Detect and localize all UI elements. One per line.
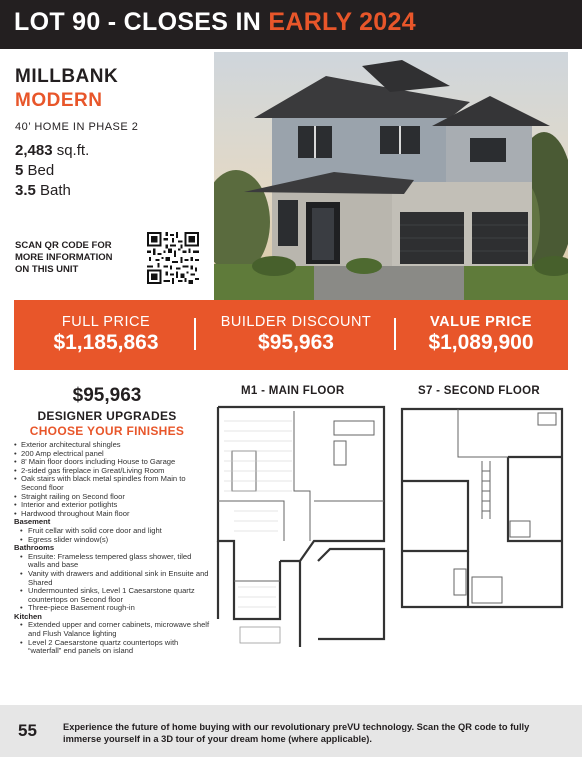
title-accent: EARLY 2024 — [268, 8, 416, 36]
upgrades-amount: $95,963 — [72, 385, 142, 406]
full-price — [14, 300, 198, 370]
qr-line-3: ON THIS UNIT — [15, 264, 79, 275]
main-floor-plan — [214, 401, 390, 647]
discount-value: $95,963 — [258, 331, 334, 354]
second-floor-title: S7 - SECOND FLOOR — [418, 385, 541, 397]
list-item: • Three-piece Basement rough-in — [14, 604, 210, 613]
discount-label: BUILDER DISCOUNT — [220, 314, 372, 330]
model-name: MILLBANK — [15, 66, 119, 87]
list-item: • 200 Amp electrical panel — [14, 450, 210, 459]
footer-bar — [0, 705, 582, 757]
spec-baths — [15, 182, 71, 199]
second-floor-plan — [398, 401, 566, 613]
builder-discount — [198, 300, 394, 370]
value-price-label: VALUE PRICE — [430, 314, 532, 330]
spec-beds — [15, 162, 54, 179]
house-rendering — [214, 52, 568, 300]
qr-line-2: MORE INFORMATION — [15, 252, 113, 263]
price-bar — [14, 300, 568, 370]
list-item: • Straight railing on Second floor — [14, 493, 210, 502]
header-bar — [0, 0, 582, 49]
upgrades-title: DESIGNER UPGRADES — [37, 409, 177, 423]
list-item: • Egress slider window(s) — [14, 536, 210, 545]
list-item: • Extended upper and corner cabinets, microwave shelf and Flush Valance lighting — [14, 621, 210, 638]
list-item: • Vanity with drawers and additional sink in Ensuite and Shared — [14, 570, 210, 587]
list-item: • Hardwood throughout Main floor — [14, 510, 210, 519]
list-item: • 8' Main floor doors including House to Garage — [14, 458, 210, 467]
qr-code-icon[interactable] — [147, 232, 199, 284]
footer-text: Experience the future of home buying with our revolutionary preVU technology. Scan the QR code to fully immerse yourself in a 3D tour of your dream home (where applicable). — [63, 722, 530, 744]
main-floor-title: M1 - MAIN FLOOR — [241, 385, 345, 397]
kitchen-heading: Kitchen — [14, 611, 42, 621]
baths-unit: Bath — [40, 182, 71, 199]
basement-heading: Basement — [14, 517, 51, 527]
qr-instructions — [15, 240, 140, 276]
title-prefix: LOT 90 - CLOSES IN — [14, 8, 262, 36]
price-divider — [194, 318, 196, 350]
features-list — [14, 441, 210, 656]
full-price-value: $1,185,863 — [53, 331, 159, 354]
list-item: • Ensuite: Frameless tempered glass shower, tiled walls and base — [14, 553, 210, 570]
page-number: 55 — [18, 721, 37, 740]
upgrades-subtitle: CHOOSE YOUR FINISHES — [29, 424, 185, 438]
value-price — [394, 300, 568, 370]
list-item: • Interior and exterior potlights — [14, 501, 210, 510]
qr-line-1: SCAN QR CODE FOR — [15, 240, 112, 251]
phase-label: 40’ HOME IN PHASE 2 — [15, 121, 139, 133]
list-item: • Level 2 Caesarstone quartz countertops with “waterfall” end panels on island — [14, 639, 210, 656]
list-item: • Fruit cellar with solid core door and light — [14, 527, 210, 536]
list-item: • 2-sided gas fireplace in Great/Living Room — [14, 467, 210, 476]
spec-sqft — [15, 142, 89, 159]
list-item: • Undermounted sinks, Level 1 Caesarstone quartz countertops on Second floor — [14, 587, 210, 604]
model-style: MODERN — [15, 90, 103, 111]
value-price-value: $1,089,900 — [428, 331, 534, 354]
list-item: • Oak stairs with black metal spindles from Main to Second floor — [14, 475, 210, 492]
bathrooms-heading: Bathrooms — [14, 543, 55, 553]
full-price-label: FULL PRICE — [61, 314, 151, 330]
list-item: • Exterior architectural shingles — [14, 441, 210, 450]
beds-unit: Bed — [27, 162, 55, 179]
sqft-unit: sq.ft. — [56, 142, 90, 159]
beds-value: 5 — [15, 162, 24, 179]
page-title — [14, 8, 416, 37]
baths-value: 3.5 — [15, 182, 36, 199]
sqft-value: 2,483 — [15, 142, 53, 159]
